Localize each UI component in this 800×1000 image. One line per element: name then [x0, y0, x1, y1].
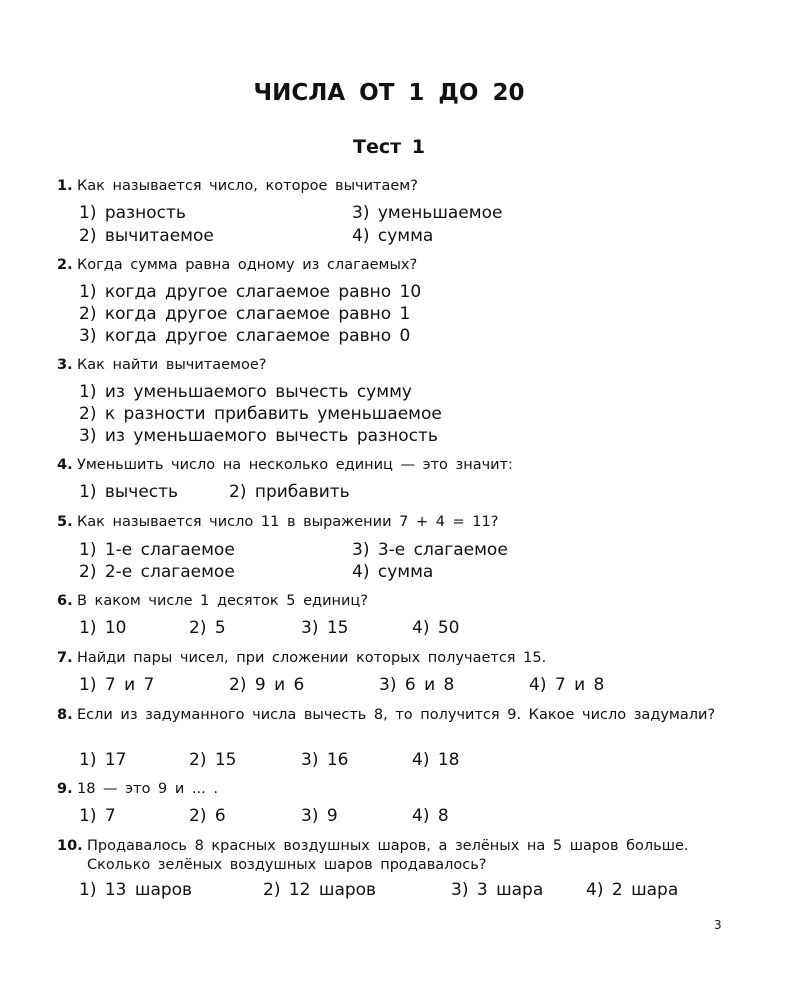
answer-option[interactable]: 1) когда другое слагаемое равно 10	[79, 282, 422, 302]
question-number: 6.	[57, 593, 73, 609]
answer-option[interactable]: 3) 9	[301, 806, 338, 826]
answer-option[interactable]: 4) 18	[412, 750, 460, 770]
answer-option[interactable]: 2) 2-е слагаемое	[79, 562, 235, 582]
question-1	[57, 177, 727, 196]
answer-option[interactable]: 4) 7 и 8	[529, 675, 605, 695]
question-text: Как называется число 11 в выражении 7 + 4 = 11?	[77, 514, 499, 530]
answer-option[interactable]: 2) 6	[189, 806, 226, 826]
question-number: 3.	[57, 357, 73, 373]
question-text: В каком числе 1 десяток 5 единиц?	[77, 593, 368, 609]
question-9	[57, 780, 727, 799]
question-text: Как найти вычитаемое?	[77, 357, 267, 373]
question-number: 7.	[57, 650, 73, 666]
question-text: 18 — это 9 и ... .	[77, 781, 218, 797]
question-text: Уменьшить число на несколько единиц — это значит:	[77, 457, 513, 473]
answer-option[interactable]: 2) 15	[189, 750, 237, 770]
question-10	[57, 837, 727, 875]
answer-option[interactable]: 2) к разности прибавить уменьшаемое	[79, 404, 442, 424]
answer-option[interactable]: 3) 15	[301, 618, 349, 638]
question-text: Найди пары чисел, при сложении которых получается 15.	[77, 650, 547, 666]
question-3	[57, 356, 727, 375]
answer-option[interactable]: 2) 5	[189, 618, 226, 638]
answer-option[interactable]: 1) 13 шаров	[79, 880, 193, 900]
question-text: Если из задуманного числа вычесть 8, то получится 9. Какое число задумали?	[77, 707, 716, 723]
answer-option[interactable]: 4) сумма	[352, 226, 434, 246]
answer-option[interactable]: 4) 50	[412, 618, 460, 638]
question-5	[57, 513, 727, 532]
question-number: 9.	[57, 781, 73, 797]
answer-option[interactable]: 4) 8	[412, 806, 449, 826]
question-4	[57, 456, 727, 475]
answer-option[interactable]: 3) уменьшаемое	[352, 203, 503, 223]
answer-option[interactable]: 2) прибавить	[229, 482, 350, 502]
question-2	[57, 256, 727, 275]
answer-option[interactable]: 1) разность	[79, 203, 186, 223]
answer-option[interactable]: 3) 16	[301, 750, 349, 770]
answer-option[interactable]: 1) 7 и 7	[79, 675, 155, 695]
question-8	[57, 706, 727, 725]
answer-option[interactable]: 1) 17	[79, 750, 127, 770]
answer-option[interactable]: 4) сумма	[352, 562, 434, 582]
question-text: Как называется число, которое вычитаем?	[77, 178, 418, 194]
question-number: 5.	[57, 514, 73, 530]
answer-option[interactable]: 2) 12 шаров	[263, 880, 377, 900]
question-number: 8.	[57, 707, 73, 723]
answer-option[interactable]: 1) 1-е слагаемое	[79, 540, 235, 560]
question-text: Когда сумма равна одному из слагаемых?	[77, 257, 418, 273]
answer-option[interactable]: 1) 7	[79, 806, 116, 826]
test-subtitle: Тест 1	[353, 136, 425, 158]
page-title: ЧИСЛА ОТ 1 ДО 20	[253, 80, 525, 106]
question-number: 1.	[57, 178, 73, 194]
question-7	[57, 649, 727, 668]
question-number: 2.	[57, 257, 73, 273]
question-number: 10.	[57, 838, 83, 854]
page-number: 3	[714, 918, 722, 932]
answer-option[interactable]: 1) 10	[79, 618, 127, 638]
answer-option[interactable]: 1) из уменьшаемого вычесть сумму	[79, 382, 412, 402]
answer-option[interactable]: 3) 3 шара	[451, 880, 544, 900]
answer-option[interactable]: 1) вычесть	[79, 482, 179, 502]
answer-option[interactable]: 3) когда другое слагаемое равно 0	[79, 326, 411, 346]
question-6	[57, 592, 727, 611]
answer-option[interactable]: 2) когда другое слагаемое равно 1	[79, 304, 411, 324]
question-number: 4.	[57, 457, 73, 473]
answer-option[interactable]: 2) 9 и 6	[229, 675, 305, 695]
answer-option[interactable]: 3) 6 и 8	[379, 675, 455, 695]
answer-option[interactable]: 3) из уменьшаемого вычесть разность	[79, 426, 438, 446]
question-text: Продавалось 8 красных воздушных шаров, а зелёных на 5 шаров больше. Сколько зелёных воздушных шаров продавалось?	[87, 838, 689, 873]
answer-option[interactable]: 3) 3-е слагаемое	[352, 540, 508, 560]
answer-option[interactable]: 4) 2 шара	[586, 880, 679, 900]
answer-option[interactable]: 2) вычитаемое	[79, 226, 214, 246]
